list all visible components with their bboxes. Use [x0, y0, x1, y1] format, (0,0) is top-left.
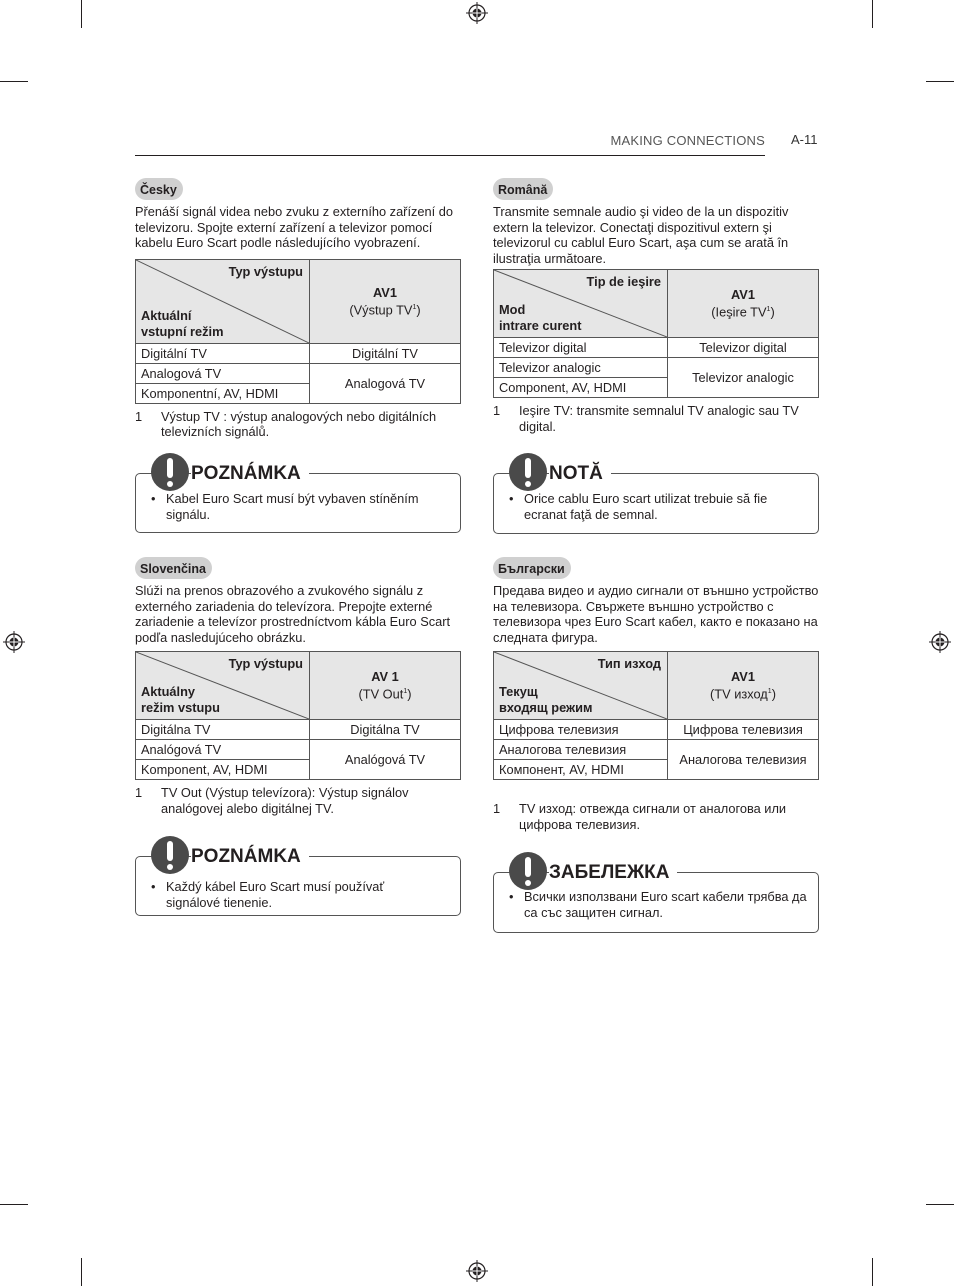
output-type-header: Typ výstupu [228, 656, 303, 671]
note-item: • Всички използвани Euro scart кабели трябва да са със защитен сигнал. [507, 889, 807, 920]
intro-text: Transmite semnale audio şi video de la un dispozitiv extern la televizor. Conectaţi dispozitivul extern şi televizorul cu cablul Euro Scart, aşa cum se arată în ilustraţia următoare. [493, 204, 789, 266]
footnote: 1 Ieşire TV: transmite semnalul TV analogic sau TV digital. [493, 403, 799, 434]
table-row-label: Analógová TV [136, 740, 310, 760]
intro-text: Slúži na prenos obrazového a zvukového signálu z externého zariadenia do televízora. Prepojte externé zariadenie a televízor prostredníctvom kábla Euro Scart podľa nasledujúceho obrázku. [135, 583, 451, 645]
footnote: 1 TV Out (Výstup televízora): Výstup signálov analógovej alebo digitálnej TV. [135, 785, 409, 816]
note-title: ЗАБЕЛЕЖКА [549, 862, 677, 884]
table-cell: Аналогова телевизия [668, 740, 819, 780]
table-cell: Digitálna TV [310, 720, 461, 740]
table-corner-header [136, 652, 310, 720]
section-romanian [493, 178, 819, 434]
crop-mark [926, 81, 954, 82]
input-mode-header: Aktuálny režim vstupu [141, 684, 220, 715]
language-label: Română [493, 178, 553, 200]
crop-mark [872, 0, 873, 28]
note-item: • Každý kábel Euro Scart musí používať signálové tienenie. [149, 879, 429, 910]
section-czech [135, 178, 461, 440]
note-title: NOTĂ [549, 463, 611, 485]
connection-table [135, 259, 461, 404]
crop-mark [81, 0, 82, 28]
table-cell: Televizor digital [668, 338, 819, 358]
table-cell: Цифрова телевизия [668, 720, 819, 740]
section-title: MAKING CONNECTIONS [610, 133, 765, 148]
table-row-label: Analogová TV [136, 363, 310, 383]
crop-mark [0, 81, 28, 82]
output-column-header: AV1 (TV изход$^1$) [668, 652, 819, 720]
output-column-header: AV1 (Ieşire $TV^1$) [668, 270, 819, 338]
output-type-header: Tip de ieşire [586, 274, 661, 289]
note-czech [135, 453, 461, 535]
table-row-label: Аналогова телевизия [494, 740, 668, 760]
intro-text: Предава видео и аудио сигнали от външно устройство на телевизора. Свържете външно устройство с телевизора чрез Euro Scart кабел, както е показано на следната фигура. [493, 583, 819, 645]
registration-mark-icon [466, 2, 488, 24]
table-row-label: Komponentní, AV, HDMI [136, 383, 310, 403]
crop-mark [872, 1258, 873, 1286]
table-corner-header [136, 259, 310, 343]
connection-table [135, 651, 461, 780]
table-cell: Analogová TV [310, 363, 461, 403]
footnote: 1 Výstup TV : výstup analogových nebo digitálních televizních signálů. [135, 408, 437, 439]
note-title: POZNÁMKA [191, 846, 309, 868]
input-mode-header: Mod intrare curent [499, 302, 582, 333]
table-cell: Televizor analogic [668, 358, 819, 398]
output-type-header: Тип изход [597, 656, 661, 671]
registration-mark-icon [929, 631, 951, 653]
note-bulgarian [493, 852, 819, 934]
table-cell: Digitální TV [310, 343, 461, 363]
note-item: • Kabel Euro Scart musí být vybaven stíněním signálu. [149, 491, 449, 522]
output-type-header: Typ výstupu [228, 263, 303, 279]
note-list [149, 491, 449, 522]
section-bulgarian [493, 557, 819, 832]
output-column-header: AV1 (Výstup $TV^1$) [310, 259, 461, 343]
table-row-label: Digitálna TV [136, 720, 310, 740]
table-row-label: Component, AV, HDMI [494, 378, 668, 398]
table-cell: Analógová TV [310, 740, 461, 780]
connection-table [493, 651, 819, 780]
table-row-label: Цифрова телевизия [494, 720, 668, 740]
registration-mark-icon [466, 1260, 488, 1282]
crop-mark [81, 1258, 82, 1286]
connection-table [493, 269, 819, 398]
table-row-label: Компонент, AV, HDMI [494, 760, 668, 780]
input-mode-header: Aktuální vstupní režim [141, 307, 224, 339]
note-list [149, 879, 429, 910]
exclamation-icon [151, 453, 189, 491]
exclamation-icon [509, 453, 547, 491]
input-mode-header: Текущ входящ режим [499, 684, 593, 715]
language-label: Български [493, 557, 571, 579]
note-title: POZNÁMKA [191, 463, 309, 485]
note-list [507, 889, 807, 920]
table-corner-header [494, 652, 668, 720]
footnote: 1 TV изход: отвежда сигнали от аналогова или цифрова телевизия. [493, 801, 787, 832]
table-row-label: Televizor digital [494, 338, 668, 358]
exclamation-icon [509, 852, 547, 890]
exclamation-icon [151, 836, 189, 874]
page-number: A-11 [791, 132, 818, 147]
output-column-header: AV 1 (TV Out$^1$) [310, 652, 461, 720]
intro-text: Přenáší signál videa nebo zvuku z externího zařízení do televizoru. Spojte externí zařízení a televizor pomocí kabelu Euro Scart podle následujícího vyobrazení. [135, 204, 453, 250]
language-label: Slovenčina [135, 557, 212, 579]
registration-mark-icon [3, 631, 25, 653]
note-slovak [135, 836, 461, 918]
section-slovak [135, 557, 461, 816]
table-row-label: Komponent, AV, HDMI [136, 760, 310, 780]
note-list [507, 491, 797, 522]
note-romanian [493, 453, 819, 535]
table-row-label: Televizor analogic [494, 358, 668, 378]
table-corner-header [494, 270, 668, 338]
header-rule [135, 155, 765, 156]
crop-mark [0, 1204, 28, 1205]
language-label: Česky [135, 178, 183, 200]
table-row-label: Digitální TV [136, 343, 310, 363]
crop-mark [926, 1204, 954, 1205]
note-item: • Orice cablu Euro scart utilizat trebuie să fie ecranat faţă de semnal. [507, 491, 797, 522]
